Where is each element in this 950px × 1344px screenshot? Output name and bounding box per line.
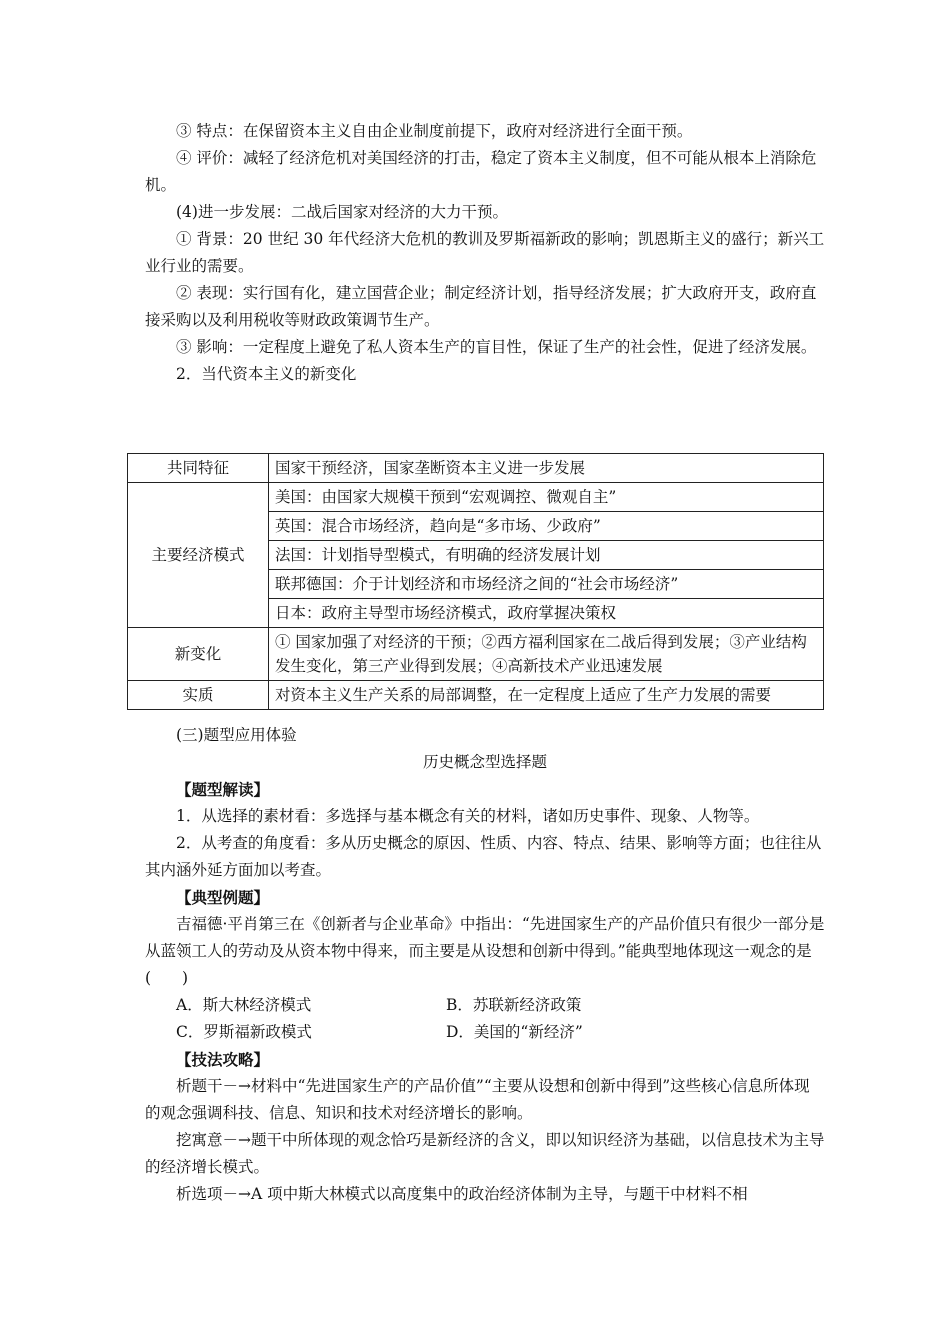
jifa-step-1: 析题干－→材料中“先进国家生产的产品价值”“主要从设想和创新中得到”这些核心信息所体现的观念强调科技、信息、知识和技术对经济增长的影响。 bbox=[145, 1077, 810, 1122]
table-cell: 联邦德国：介于计划经济和市场经济之间的“社会市场经济” bbox=[269, 570, 824, 599]
lower-text bbox=[145, 722, 825, 1208]
options-row-2 bbox=[145, 1019, 825, 1046]
option-b: B．苏联新经济政策 bbox=[446, 996, 582, 1014]
jifa-title: 【技法攻略】 bbox=[176, 1050, 270, 1069]
paragraph-pingjia: ④ 评价：减轻了经济危机对美国经济的打击，稳定了资本主义制度，但不可能从根本上消除危机。 bbox=[145, 149, 817, 194]
section-heading-3: (三)题型应用体验 bbox=[176, 726, 297, 744]
options-row-1 bbox=[145, 992, 825, 1019]
jiedu-point-1: 1．从选择的素材看：多选择与基本概念有关的材料，诸如历史事件、现象、人物等。 bbox=[176, 807, 760, 825]
jiedu-title: 【题型解读】 bbox=[176, 780, 270, 799]
table-cell: 英国：混合市场经济，趋向是“多市场、少政府” bbox=[269, 512, 824, 541]
question-type-heading: 历史概念型选择题 bbox=[422, 753, 547, 771]
table-cell: 日本：政府主导型市场经济模式，政府掌握决策权 bbox=[269, 599, 824, 628]
paragraph-tedian: ③ 特点：在保留资本主义自由企业制度前提下，政府对经济进行全面干预。 bbox=[176, 122, 693, 140]
table-row-header: 共同特征 bbox=[128, 454, 269, 483]
table-row-header: 主要经济模式 bbox=[128, 483, 269, 628]
jiedu-point-2: 2．从考查的角度看：多从历史概念的原因、性质、内容、特点、结果、影响等方面；也往往从其内涵外延方面加以考查。 bbox=[145, 834, 822, 879]
paragraph-yingxiang: ③ 影响：一定程度上避免了私人资本生产的盲目性，保证了生产的社会性，促进了经济发展。 bbox=[176, 338, 817, 356]
section-heading-2: 2．当代资本主义的新变化 bbox=[176, 365, 357, 383]
table-row bbox=[128, 454, 824, 483]
table-row-header: 实质 bbox=[128, 681, 269, 710]
paragraph-biaoxian: ② 表现：实行国有化，建立国营企业；制定经济计划，指导经济发展；扩大政府开支，政府直接采购以及利用税收等财政政策调节生产。 bbox=[145, 284, 817, 329]
table-cell: 对资本主义生产关系的局部调整，在一定程度上适应了生产力发展的需要 bbox=[269, 681, 824, 710]
capitalism-changes-table bbox=[127, 453, 824, 710]
table-row bbox=[128, 628, 824, 681]
table-cell: ① 国家加强了对经济的干预；②西方福利国家在二战后得到发展；③产业结构发生变化，第三产业得到发展；④高新技术产业迅速发展 bbox=[269, 628, 824, 681]
liti-question: 吉福德·平肖第三在《创新者与企业革命》中指出：“先进国家生产的产品价值只有很少一部分是从蓝领工人的劳动及从资本物中得来，而主要是从设想和创新中得到。”能典型地体现这一观念的是( ) bbox=[145, 915, 825, 987]
jifa-step-2: 挖寓意－→题干中所体现的观念恰巧是新经济的含义，即以知识经济为基础，以信息技术为主导的经济增长模式。 bbox=[145, 1131, 825, 1176]
paragraph-beijing: ① 背景：20 世纪 30 年代经济大危机的教训及罗斯福新政的影响；凯恩斯主义的盛行；新兴工业行业的需要。 bbox=[145, 230, 825, 275]
table-cell: 国家干预经济，国家垄断资本主义进一步发展 bbox=[269, 454, 824, 483]
table-row bbox=[128, 681, 824, 710]
option-d: D．美国的“新经济” bbox=[446, 1023, 583, 1041]
table-row-header: 新变化 bbox=[128, 628, 269, 681]
option-a: A．斯大林经济模式 bbox=[176, 996, 312, 1014]
table-row bbox=[128, 483, 824, 512]
liti-title: 【典型例题】 bbox=[176, 888, 270, 907]
paragraph-fazhan: (4)进一步发展：二战后国家对经济的大力干预。 bbox=[176, 203, 508, 221]
jifa-step-3: 析选项－→A 项中斯大林模式以高度集中的政治经济体制为主导，与题干中材料不相 bbox=[176, 1185, 748, 1203]
option-c: C．罗斯福新政模式 bbox=[176, 1023, 312, 1041]
table-cell: 法国：计划指导型模式，有明确的经济发展计划 bbox=[269, 541, 824, 570]
table-cell: 美国：由国家大规模干预到“宏观调控、微观自主” bbox=[269, 483, 824, 512]
upper-text bbox=[145, 118, 825, 388]
